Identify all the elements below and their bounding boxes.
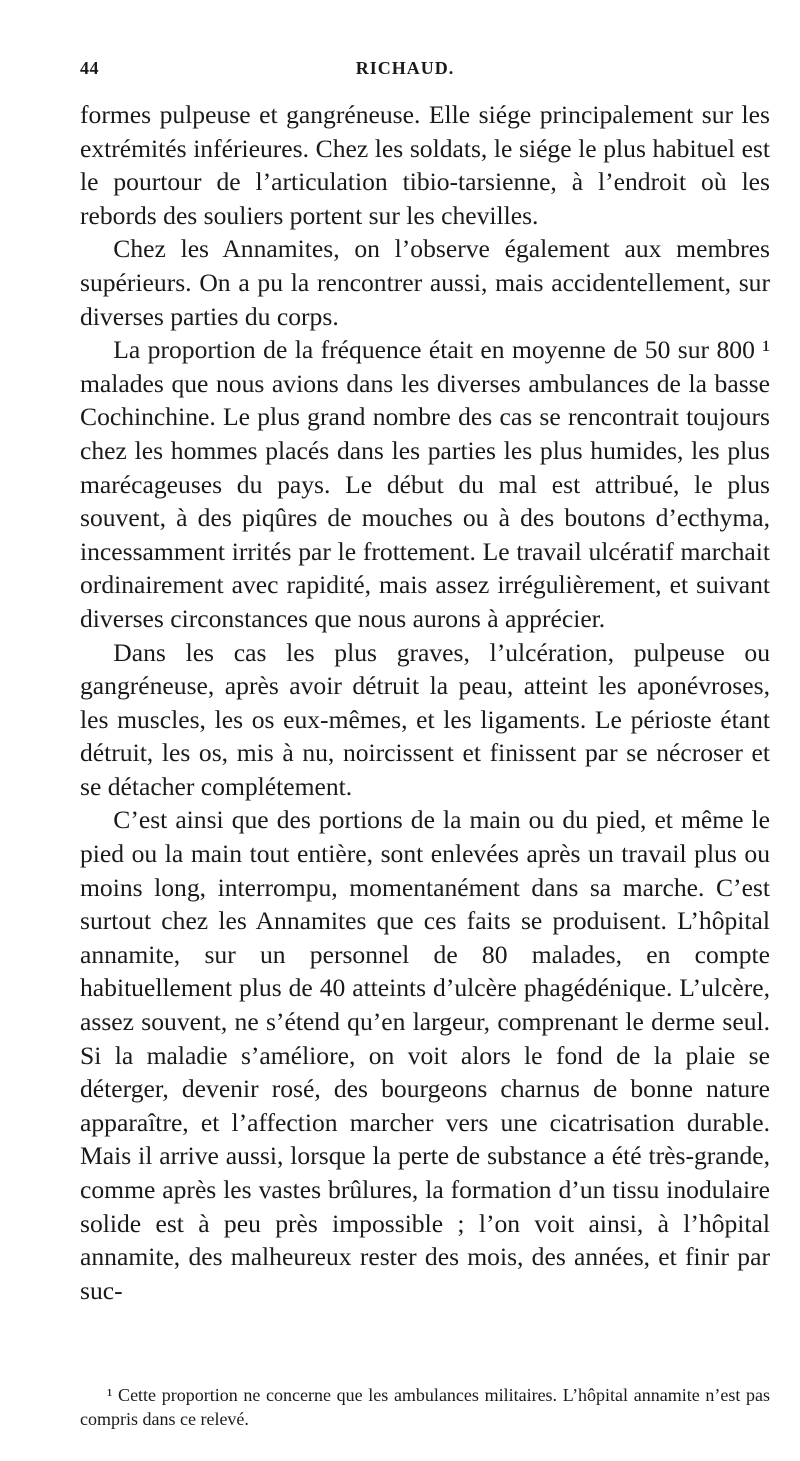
footnote-text: ¹ Cette proportion ne concerne que les ambulances militaires. L’hôpital annamite n’est pas compris dans ce relevé. xyxy=(80,1385,770,1429)
body-text xyxy=(80,98,770,1307)
running-title: RICHAUD. xyxy=(355,58,455,78)
paragraph: Dans les cas les plus graves, l’ulcération, pulpeuse ou gangréneuse, après avoir détruit la peau, atteint les aponévroses, les muscles, les os eux-mêmes, et les ligaments. Le périoste étant détruit, les os, mis à nu, noircissent et finissent par se nécroser et se détacher complétement. xyxy=(80,637,770,801)
paragraph: formes pulpeuse et gangréneuse. Elle siége principalement sur les extrémités inférieures. Chez les soldats, le siége le plus habituel est le pourtour de l’articulation tibio-tarsienne, à l’endroit où les rebords des souliers portent sur les chevilles. xyxy=(80,100,770,230)
paragraph: La proportion de la fréquence était en moyenne de 50 sur 800 ¹ malades que nous avions dans les diverses ambulances de la basse Cochinchine. Le plus grand nombre des cas se rencontrait toujours chez les hommes placés dans les parties les plus humides, les plus marécageuses du pays. Le début du mal est attribué, le plus souvent, à des piqûres de mouches ou à des boutons d’ecthyma, incessamment irrités par le frottement. Le travail ulcératif marchait ordinairement avec rapidité, mais assez irrégulièrement, et suivant diverses circonstances que nous aurons à apprécier. xyxy=(80,335,770,633)
paragraph: C’est ainsi que des portions de la main ou du pied, et même le pied ou la main tout entière, sont enlevées après un travail plus ou moins long, interrompu, momentanément dans sa marche. C’est surtout chez les Annamites que ces faits se produisent. L’hôpital annamite, sur un personnel de 80 malades, en compte habituellement plus de 40 atteints d’ulcère phagédénique. L’ulcère, assez souvent, ne s’étend qu’en largeur, comprenant le derme seul. Si la maladie s’améliore, on voit alors le fond de la plaie se déterger, devenir rosé, des bourgeons charnus de bonne nature apparaître, et l’affection marcher vers une cicatrisation durable. Mais il arrive aussi, lorsque la perte de substance a été très-grande, comme après les vastes brûlures, la formation d’un tissu inodulaire solide est à peu près impossible ; l’on voit ainsi, à l’hôpital annamite, des malheureux rester des mois, des années, et finir par suc- xyxy=(80,805,770,1305)
page-number: 44 xyxy=(80,58,99,78)
paragraph: Chez les Annamites, on l’observe également aux membres supérieurs. On a pu la rencontrer aussi, mais accidentellement, sur diverses parties du corps. xyxy=(80,234,770,331)
running-head xyxy=(80,58,770,98)
footnote xyxy=(80,1383,770,1431)
